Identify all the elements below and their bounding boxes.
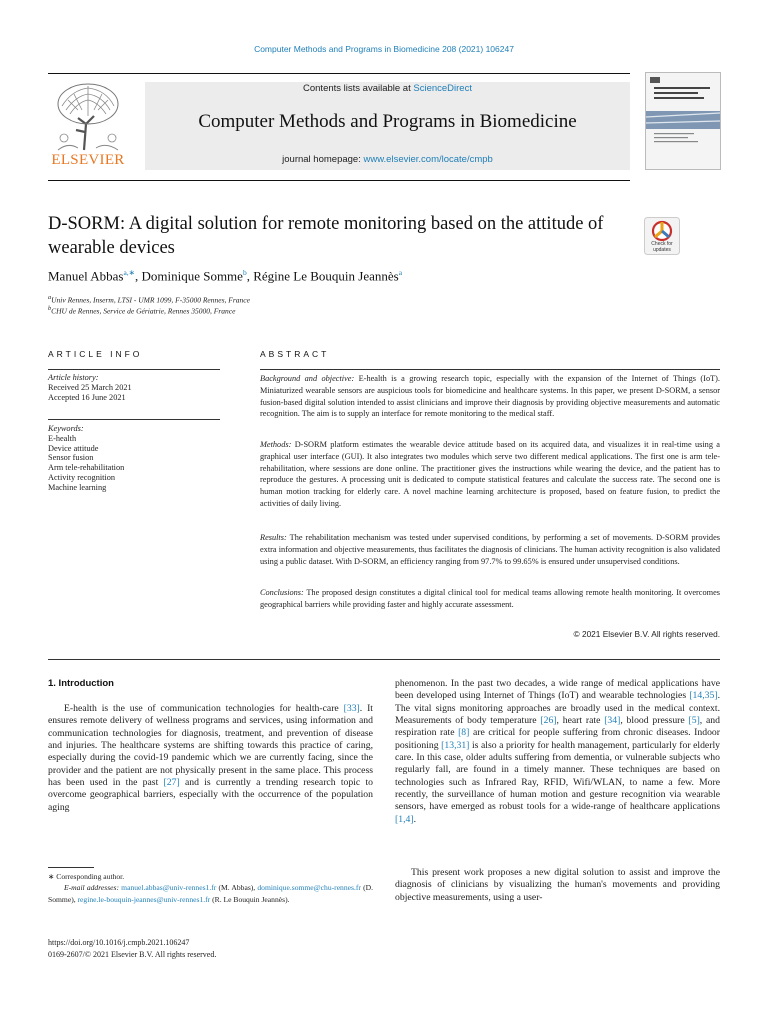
check-for-updates-badge[interactable]	[644, 217, 680, 255]
author-affil-mark[interactable]: a,∗	[123, 268, 135, 277]
abstract-methods	[260, 439, 720, 510]
abstract-label: Conclusions:	[260, 588, 304, 597]
article-info-rule	[48, 369, 220, 370]
crossmark-label-2: updates	[653, 246, 671, 253]
homepage-line	[145, 154, 630, 165]
article-title: D-SORM: A digital solution for remote monitoring based on the attitude of wearable devices	[48, 214, 604, 258]
body-text: .	[413, 813, 416, 825]
abstract-label: Background and objective:	[260, 374, 355, 383]
abstract-bottom-rule	[48, 659, 720, 660]
footnote-rule	[48, 867, 94, 868]
body-text: phenomenon. In the past two decades, a wide range of medical applications have been developed using Internet of Things (IoT) and wearable technologies	[395, 678, 720, 702]
email-link[interactable]: manuel.abbas@univ-rennes1.fr	[121, 883, 217, 892]
abstract-text: The rehabilitation mechanism was tested under supervised conditions, by performing a set of movements. D-SORM provides extra information and objective measurements, thus facilitates the diagnosis of clinicians. The human activity recognition is also validated using a public dataset. With D-SORM, an efficiency ranging from 97.7% to 99.65% is ensured under unsupervised conditions.	[260, 533, 720, 566]
author-affil-mark[interactable]: a	[398, 268, 403, 277]
abstract-label: Methods:	[260, 440, 292, 449]
email-link[interactable]: dominique.somme@chu-rennes.fr	[257, 883, 361, 892]
email-link[interactable]: regine.le-bouquin-jeannes@univ-rennes1.fr	[77, 894, 211, 904]
abstract-copyright: © 2021 Elsevier B.V. All rights reserved.	[573, 629, 720, 639]
contents-prefix: Contents lists available at	[303, 83, 414, 94]
journal-cover-thumbnail[interactable]	[645, 72, 721, 170]
body-text: , blood pressure	[620, 715, 689, 727]
article-info-heading: ARTICLE INFO	[48, 349, 143, 359]
abstract-results	[260, 532, 720, 567]
citation-link[interactable]: [8]	[458, 727, 470, 739]
affiliation-b	[48, 305, 235, 316]
crossmark-label-1: Check for	[651, 241, 673, 247]
affiliation-text: CHU de Rennes, Service de Gériatrie, Rennes 35000, France	[51, 306, 236, 316]
homepage-link[interactable]: www.elsevier.com/locate/cmpb	[363, 154, 493, 165]
keywords-block	[48, 424, 220, 493]
abstract-label: Results:	[260, 533, 287, 542]
header-bottom-rule	[48, 180, 630, 181]
citation-link[interactable]: [13,31]	[441, 739, 470, 751]
citation-link[interactable]: [5]	[688, 715, 700, 727]
accepted-date: Accepted 16 June 2021	[48, 392, 126, 402]
received-date: Received 25 March 2021	[48, 382, 132, 392]
intro-paragraph-right	[395, 678, 720, 826]
abstract-text: D-SORM platform estimates the wearable device attitude based on its acquired data, and visualizes it in real-time using a graphical user interface (GUI). It also integrates two modules which serve two different medical applications. The first one is arm tele-rehabilitation, where sessions are done online. The practitioner gives the instructions while wearing the device, and the patient has to reproduce the gestures. A processing unit is dedicated to compute statistical features and calculate the success rate. The second one is human motion tracking for elderly care. A novel machine learning architecture is proposed, based on feature fusion, to predict the activities of daily living.	[260, 440, 720, 508]
keyword: Activity recognition	[48, 472, 116, 482]
elsevier-wordmark: ELSEVIER	[51, 152, 125, 168]
issn-line: 0169-2607/© 2021 Elsevier B.V. All rights reserved.	[48, 950, 217, 959]
keyword: Arm tele-rehabilitation	[48, 463, 125, 473]
author-list	[48, 268, 648, 284]
body-text: and is currently a trending research topic to overcome geographical barriers, especially with the occurrence of the population aging	[48, 777, 373, 813]
citation-link[interactable]: [14,35]	[689, 690, 718, 702]
email-label: E-mail addresses:	[64, 883, 122, 892]
body-text: , and respiration rate	[395, 715, 720, 739]
keywords-rule	[48, 419, 220, 420]
journal-title: Computer Methods and Programs in Biomedicine	[198, 111, 577, 132]
abstract-text: E-health is a growing research topic, especially with the expansion of the Internet of Things (IoT). Miniaturized wearable sensors are auspicious tools for biomedicine and healthcare systems. In this paper, we present D-SORM, a sensor fusion-based digital solution intended to assist clinicians and improve their diagnosis by providing objective measurements and automatic recognition. The aim is to supply an interface for remote monitoring to the medical staff.	[260, 374, 720, 419]
email-owner: (M. Abbas),	[216, 883, 256, 892]
abstract-rule	[260, 369, 720, 370]
citation-link[interactable]: [1,4]	[395, 813, 414, 825]
email-owner: (R. Le Bouquin Jeannès).	[210, 894, 290, 904]
email-footnote	[48, 882, 373, 905]
author-affil-mark[interactable]: b	[242, 268, 247, 277]
keyword: Machine learning	[48, 482, 107, 492]
author-name[interactable]: Manuel Abbas	[48, 268, 124, 284]
affiliation-a	[48, 294, 250, 305]
abstract-text: The proposed design constitutes a digital clinical tool for medical teams allowing remote health monitoring. It overcomes geographical barriers while providing faster and highly accurate assessment.	[260, 588, 720, 609]
affiliation-mark: b	[48, 305, 52, 312]
citation-link[interactable]: [27]	[163, 777, 180, 789]
citation-link[interactable]: [26]	[540, 715, 557, 727]
author-separator: ,	[246, 268, 254, 284]
affiliation-mark: a	[48, 294, 52, 301]
email-owner: (D. Somme),	[48, 883, 373, 904]
body-text: are critical for people suffering from chronic diseases. Indoor positioning	[395, 727, 720, 751]
citation-link[interactable]: [33]	[343, 703, 360, 714]
keyword: Device attitude	[48, 443, 99, 453]
abstract-conclusions	[260, 587, 720, 611]
author-name[interactable]: Régine Le Bouquin Jeannès	[253, 268, 399, 284]
doi-link[interactable]: https://doi.org/10.1016/j.cmpb.2021.106247	[48, 938, 190, 947]
intro-paragraph-right-2: This present work proposes a new digital solution to assist and improve the diagnosis of clinicians by visualizing the human's movements and providing objective measurements, using a user-	[395, 867, 720, 903]
homepage-prefix: journal homepage:	[282, 154, 364, 165]
citation-link[interactable]: [34]	[604, 715, 621, 727]
abstract-heading: ABSTRACT	[260, 349, 330, 359]
abstract-background	[260, 373, 720, 420]
corresponding-author-note: ∗ Corresponding author.	[48, 872, 125, 881]
sciencedirect-link[interactable]: ScienceDirect	[413, 83, 472, 94]
body-text: . The vital signs monitoring approaches are broadly used in the medical context. Measurements of body temperature	[395, 690, 720, 727]
keyword: E-health	[48, 433, 77, 443]
article-history	[48, 373, 220, 402]
tree-icon	[48, 80, 128, 152]
keyword: Sensor fusion	[48, 453, 94, 463]
affiliation-text: Univ Rennes, Inserm, LTSI - UMR 1099, F-35000 Rennes, France	[51, 295, 250, 305]
body-text: E-health is the use of communication technologies for health-care	[64, 703, 344, 714]
header-top-rule	[48, 73, 630, 74]
history-label: Article history:	[48, 373, 99, 382]
cover-image	[646, 73, 720, 169]
contents-line	[145, 83, 630, 94]
journal-reference[interactable]: Computer Methods and Programs in Biomedicine 208 (2021) 106247	[254, 44, 514, 54]
author-separator: ,	[134, 268, 142, 284]
body-text: is also a priority for health management, particularly for elderly care. In this case, older adults suffering from dementia, or vulnerable subjects who regularly fall, are found in a timely manner. These techniques are based on technologies such as Infrared Ray, RFID, Wifi/WLAN, to name a few. More recently, the surveillance of human motion and gesture recognition via wearable sensors, have emerged as robust tools for a wide-range of healthcare applications	[395, 739, 720, 813]
section-heading: 1. Introduction	[48, 678, 114, 689]
intro-paragraph-left	[48, 703, 373, 814]
body-text: . It ensures remote delivery of wellness programs and services, using information and communication technologies for diagnosis, treatment, and prevention of disease and injuries. The healthcare systems are shifting towards this practice of caring, especially during the covid-19 pandemic which we are currently facing, since the provider and the patient are not physically present in the same place. This process has been used in the past	[48, 703, 373, 789]
keywords-label: Keywords:	[48, 424, 84, 433]
body-text: , heart rate	[556, 715, 605, 727]
author-name[interactable]: Dominique Somme	[141, 268, 243, 284]
